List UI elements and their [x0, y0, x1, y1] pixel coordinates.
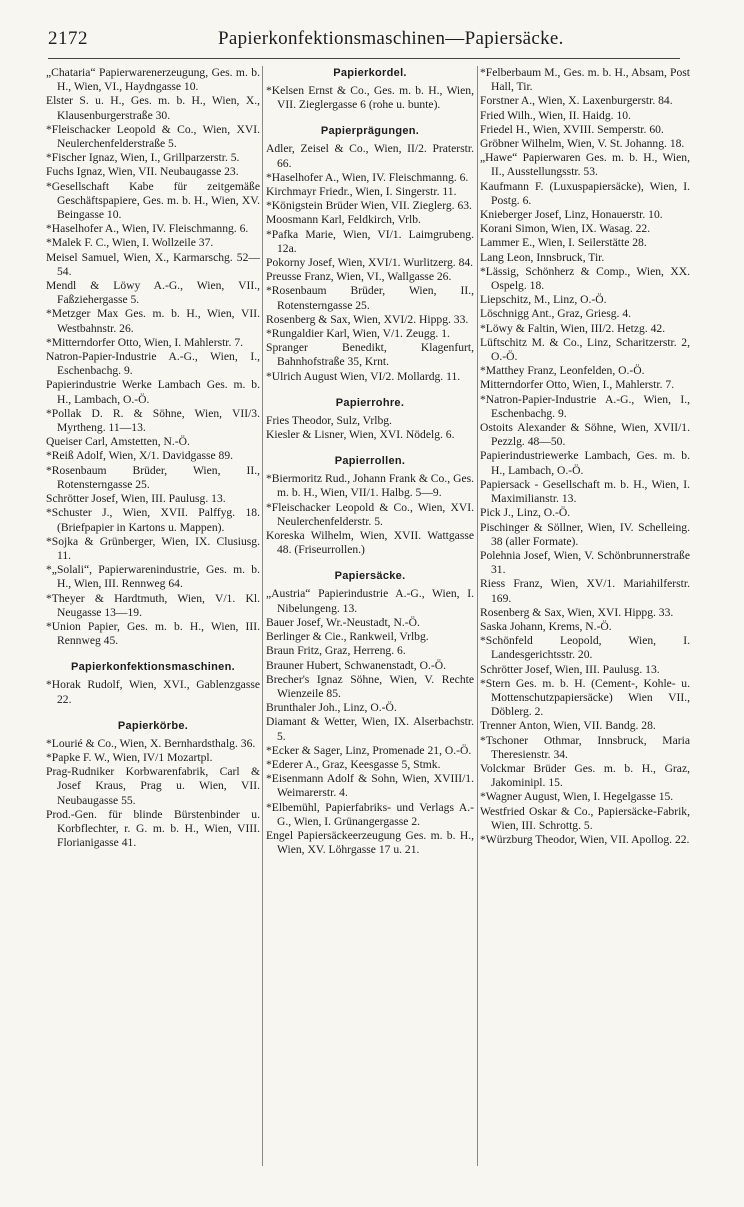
directory-entry: Gröbner Wilhelm, Wien, V. St. Johanng. 18.: [480, 137, 685, 151]
directory-entry: Lammer E., Wien, I. Seilerstätte 28.: [480, 236, 647, 250]
directory-entry: Rosenberg & Sax, Wien, XVI. Hippg. 33.: [480, 605, 674, 619]
directory-entry: *Tschoner Othmar, Innsbruck, Maria Theresienstr. 34.: [480, 733, 690, 761]
directory-entry: Korani Simon, Wien, IX. Wasag. 22.: [480, 222, 651, 236]
column-divider: [477, 66, 478, 1166]
directory-entry: *Ecker & Sager, Linz, Promenade 21, O.-Ö.: [266, 743, 472, 757]
directory-entry: *Natron-Papier-Industrie A.-G., Wien, I., Eschenbachg. 9.: [480, 392, 690, 420]
column-divider: [262, 66, 263, 1166]
directory-entry: *Würzburg Theodor, Wien, VII. Apollog. 22.: [480, 832, 690, 846]
directory-entry: Polehnia Josef, Wien, V. Schönbrunnerstraße 31.: [480, 548, 690, 577]
directory-entry: Pokorny Josef, Wien, XVI/1. Wurlitzerg. 84.: [266, 256, 474, 270]
directory-entry: *Felberbaum M., Ges. m. b. H., Absam, Post Hall, Tir.: [480, 66, 690, 94]
directory-entry: Natron-Papier-Industrie A.-G., Wien, I., Eschenbachg. 9.: [46, 350, 260, 378]
page-number: 2172: [48, 28, 88, 49]
directory-entry: *Schuster J., Wien, XVII. Palffyg. 18. (Briefpapier in Kartons u. Mappen).: [46, 506, 260, 534]
directory-entry: Lüftschitz M. & Co., Linz, Scharitzerstr. 2, O.-Ö.: [480, 335, 690, 364]
directory-entry: *Mitterndorfer Otto, Wien, I. Mahlerstr. 7.: [46, 335, 244, 349]
section-heading: Papierkordel.: [333, 67, 407, 79]
page-header: [0, 22, 744, 56]
directory-entry: *Biermoritz Rud., Johann Frank & Co., Ges. m. b. H., Wien, VII/1. Halbg. 5—9.: [266, 472, 474, 500]
directory-entry: Papiersack - Gesellschaft m. b. H., Wien, I. Maximilianstr. 13.: [480, 477, 690, 506]
directory-entry: Braun Fritz, Graz, Herreng. 6.: [266, 644, 406, 658]
directory-entry: *Fleischacker Leopold & Co., Wien, XVI. Neulerchenfelderstr. 5.: [266, 500, 474, 528]
directory-entry: *Stern Ges. m. b. H. (Cement-, Kohle- u. Mottenschutzpapiersäcke) Wien VII., Döblerg. 2.: [480, 676, 690, 719]
directory-entry: *Union Papier, Ges. m. b. H., Wien, III. Rennweg 45.: [46, 619, 260, 648]
directory-entry: Löschnigg Ant., Graz, Griesg. 4.: [480, 307, 632, 321]
directory-entry: Berlinger & Cie., Rankweil, Vrlbg.: [266, 630, 429, 644]
directory-entry: *Ulrich August Wien, VI/2. Mollardg. 11.: [266, 369, 461, 383]
directory-entry: „Hawe“ Papierwaren Ges. m. b. H., Wien, II., Ausstellungsstr. 53.: [480, 151, 690, 179]
directory-entry: Volckmar Brüder Ges. m. b. H., Graz, Jakominipl. 15.: [480, 761, 690, 790]
directory-entry: *Lässig, Schönherz & Comp., Wien, XX. Ospelg. 18.: [480, 264, 690, 293]
directory-entry: Kirchmayr Friedr., Wien, I. Singerstr. 11.: [266, 185, 457, 199]
directory-entry: Queiser Carl, Amstetten, N.-Ö.: [46, 435, 190, 449]
directory-entry: *Rungaldier Karl, Wien, V/1. Zeugg. 1.: [266, 327, 450, 341]
directory-entry: Moosmann Karl, Feldkirch, Vrlb.: [266, 213, 421, 227]
directory-entry: *Elbemühl, Papierfabriks- und Verlags A.-G., Wien, I. Grünangergasse 2.: [266, 800, 474, 828]
directory-column-2: [266, 66, 474, 1194]
directory-entry: Ostoits Alexander & Söhne, Wien, XVII/1. Pezzlg. 48—50.: [480, 421, 690, 449]
directory-entry: „Austria“ Papierindustrie A.-G., Wien, I. Nibelungeng. 13.: [266, 587, 474, 615]
directory-entry: Forstner A., Wien, X. Laxenburgerstr. 84.: [480, 94, 673, 108]
directory-entry: Schrötter Josef, Wien, III. Paulusg. 13.: [480, 662, 660, 676]
directory-entry: *Rosenbaum Brüder, Wien, II., Rotensterngasse 25.: [266, 284, 474, 312]
page-title: Papierkonfektionsmaschinen—Papiersäcke.: [218, 28, 564, 49]
directory-entry: Knieberger Josef, Linz, Honauerstr. 10.: [480, 208, 663, 222]
section-heading: Papierkonfektionsmaschinen.: [71, 661, 235, 674]
directory-entry: Papierindustriewerke Lambach, Ges. m. b. H., Lambach, O.-Ö.: [480, 449, 690, 477]
directory-column-3: [480, 66, 690, 1194]
directory-entry: *Ederer A., Graz, Keesgasse 5, Stmk.: [266, 757, 441, 771]
directory-entry: *Sojka & Grünberger, Wien, IX. Clusiusg. 11.: [46, 534, 260, 562]
directory-entry: Brauner Hubert, Schwanenstadt, O.-Ö.: [266, 658, 446, 672]
directory-entry: *Eisenmann Adolf & Sohn, Wien, XVIII/1. Weimarerstr. 4.: [266, 772, 474, 800]
directory-entry: Elster S. u. H., Ges. m. b. H., Wien, X., Klausenburgerstraße 30.: [46, 94, 260, 122]
directory-entry: *Kelsen Ernst & Co., Ges. m. b. H., Wien, VII. Zieglergasse 6 (rohe u. bunte).: [266, 84, 474, 112]
directory-entry: Mendl & Löwy A.-G., Wien, VII., Faßziehergasse 5.: [46, 279, 260, 307]
directory-entry: *„Solali“, Papierwarenindustrie, Ges. m. b. H., Wien, III. Rennweg 64.: [46, 563, 260, 591]
directory-entry: *Löwy & Faltin, Wien, III/2. Hetzg. 42.: [480, 321, 666, 335]
directory-entry: *Papke F. W., Wien, IV/1 Mozartpl.: [46, 750, 213, 764]
directory-entry: *Matthey Franz, Leonfelden, O.-Ö.: [480, 364, 645, 378]
directory-entry: Lang Leon, Innsbruck, Tir.: [480, 250, 605, 264]
directory-entry: *Theyer & Hardtmuth, Wien, V/1. Kl. Neugasse 13—19.: [46, 591, 260, 619]
directory-entry: *Schönfeld Leopold, Wien, I. Landesgerichtsstr. 20.: [480, 634, 690, 662]
directory-entry: „Chataria“ Papierwarenerzeugung, Ges. m. b. H., Wien, VI., Haydngasse 10.: [46, 66, 260, 94]
directory-entry: Engel Papiersäckeerzeugung Ges. m. b. H., Wien, XV. Löhrgasse 17 u. 21.: [266, 828, 474, 857]
directory-entry: Pick J., Linz, O.-Ö.: [480, 506, 571, 520]
directory-entry: *Wagner August, Wien, I. Hegelgasse 15.: [480, 790, 674, 804]
directory-entry: *Haselhofer A., Wien, IV. Fleischmanng. 6.: [266, 170, 469, 184]
directory-entry: Koreska Wilhelm, Wien, XVII. Wattgasse 48. (Friseurrollen.): [266, 529, 474, 557]
directory-entry: Fries Theodor, Sulz, Vrlbg.: [266, 413, 392, 427]
column-content: [480, 66, 690, 847]
section-heading: Papierrollen.: [334, 455, 406, 468]
directory-entry: Rosenberg & Sax, Wien, XVI/2. Hippg. 33.: [266, 312, 469, 326]
directory-entry: Brecher's Ignaz Söhne, Wien, V. Rechte Wienzeile 85.: [266, 672, 474, 700]
directory-entry: *Pafka Marie, Wien, VI/1. Laimgrubeng. 12a.: [266, 227, 474, 255]
directory-entry: Spranger Benedikt, Klagenfurt, Bahnhofstraße 35, Krnt.: [266, 341, 474, 369]
section-heading: Papierkörbe.: [117, 719, 189, 732]
directory-column-1: [46, 66, 260, 1194]
directory-entry: Trenner Anton, Wien, VII. Bandg. 28.: [480, 719, 656, 733]
column-content: [266, 66, 474, 857]
directory-entry: Papierindustrie Werke Lambach Ges. m. b. H., Lambach, O.-Ö.: [46, 378, 260, 406]
directory-entry: Liepschitz, M., Linz, O.-Ö.: [480, 293, 607, 307]
directory-entry: Prod.-Gen. für blinde Bürstenbinder u. Korbflechter, r. G. m. b. H., Wien, VIII. Florianigasse 41.: [46, 807, 260, 850]
column-content: [46, 66, 260, 850]
directory-entry: *Pollak D. R. & Söhne, Wien, VII/3. Myrtheng. 11—13.: [46, 406, 260, 435]
directory-entry: Adler, Zeisel & Co., Wien, II/2. Praterstr. 66.: [266, 142, 474, 170]
directory-entry: Schrötter Josef, Wien, III. Paulusg. 13.: [46, 492, 226, 506]
directory-entry: Fuchs Ignaz, Wien, VII. Neubaugasse 23.: [46, 165, 239, 179]
directory-entry: *Königstein Brüder Wien, VII. Zieglerg. 63.: [266, 199, 472, 213]
directory-entry: Mitterndorfer Otto, Wien, I., Mahlerstr. 7.: [480, 378, 675, 392]
section-heading: Papierprägungen.: [320, 125, 420, 138]
directory-entry: *Fischer Ignaz, Wien, I., Grillparzerstr. 5.: [46, 151, 240, 165]
section-heading: Papiersäcke.: [334, 570, 406, 583]
directory-entry: Riess Franz, Wien, XV/1. Mariahilferstr. 169.: [480, 577, 690, 605]
directory-entry: Fried Wilh., Wien, II. Haidg. 10.: [480, 108, 631, 122]
directory-entry: *Rosenbaum Brüder, Wien, II., Rotensterngasse 25.: [46, 463, 260, 491]
directory-entry: *Horak Rudolf, Wien, XVI., Gablenzgasse 22.: [46, 678, 260, 706]
directory-entry: *Malek F. C., Wien, I. Wollzeile 37.: [46, 236, 214, 250]
directory-entry: Friedel H., Wien, XVIII. Semperstr. 60.: [480, 122, 664, 136]
directory-entry: Prag-Rudniker Korbwarenfabrik, Carl & Josef Kraus, Prag u. Wien, VII. Neubaugasse 55.: [46, 765, 260, 807]
directory-entry: *Metzger Max Ges. m. b. H., Wien, VII. Westbahnstr. 26.: [46, 307, 260, 335]
directory-entry: *Lourié & Co., Wien, X. Bernhardsthalg. 36.: [46, 736, 256, 750]
directory-entry: *Reiß Adolf, Wien, X/1. Davidgasse 89.: [46, 449, 234, 463]
directory-entry: *Gesellschaft Kabe für zeitgemäße Geschäftspapiere, Ges. m. b. H., Wien, XV. Beingasse 10.: [46, 179, 260, 222]
directory-entry: Meisel Samuel, Wien, X., Karmarschg. 52—54.: [46, 250, 260, 278]
directory-entry: *Haselhofer A., Wien, IV. Fleischmanng. 6.: [46, 222, 249, 236]
directory-entry: Preusse Franz, Wien, VI., Wallgasse 26.: [266, 270, 452, 284]
directory-entry: Saska Johann, Krems, N.-Ö.: [480, 619, 612, 633]
header-rule: [48, 58, 680, 59]
directory-entry: *Fleischacker Leopold & Co., Wien, XVI. Neulerchenfelderstraße 5.: [46, 122, 260, 151]
directory-entry: Kiesler & Lisner, Wien, XVI. Nödelg. 6.: [266, 428, 455, 442]
directory-entry: Westfried Oskar & Co., Papiersäcke-Fabrik, Wien, III. Schrottg. 5.: [480, 804, 690, 832]
directory-entry: Bauer Josef, Wr.-Neustadt, N.-Ö.: [266, 615, 420, 629]
directory-entry: Pischinger & Söllner, Wien, IV. Schelleing. 38 (aller Formate).: [480, 520, 690, 548]
directory-entry: Diamant & Wetter, Wien, IX. Alserbachstr. 5.: [266, 715, 474, 743]
section-heading: Papierrohre.: [335, 396, 405, 409]
directory-entry: Kaufmann F. (Luxuspapiersäcke), Wien, I. Postg. 6.: [480, 179, 690, 207]
directory-entry: Brunthaler Joh., Linz, O.-Ö.: [266, 701, 397, 715]
